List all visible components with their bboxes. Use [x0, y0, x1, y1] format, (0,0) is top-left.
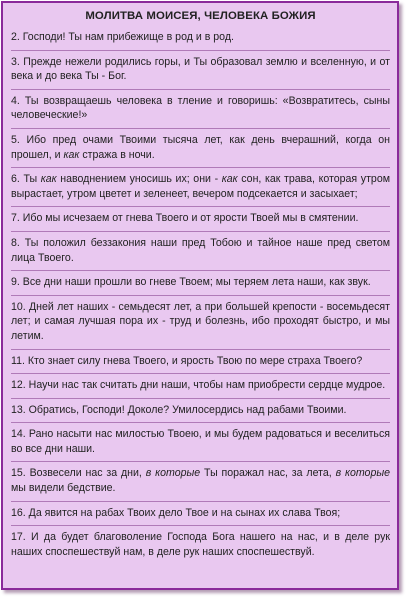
verse-text-segment: 12. Научи нас так считать дни наши, чтобы нам приобрести сердце мудрое.	[11, 379, 386, 392]
verse-6	[11, 168, 390, 207]
verse-italic-segment: как	[40, 173, 57, 186]
verse-text-segment: стража в ночи.	[79, 148, 155, 161]
verse-text-segment: сон, как трава, которая утром вырастает, утром цветет и зеленеет, вечером подсекается и засыхает;	[11, 173, 390, 200]
verse-14	[11, 423, 390, 462]
verse-5	[11, 129, 390, 168]
verse-9	[11, 271, 390, 296]
verse-17	[11, 526, 390, 564]
verse-3	[11, 51, 390, 90]
verse-text-segment: 17. И да будет благоволение Господа Бога нашего на нас, и в деле рук наших споспешествуй нам, в деле рук наших споспешествуй.	[11, 531, 390, 558]
verse-13	[11, 399, 390, 424]
verse-text-segment: наводнением уносишь их; они -	[56, 173, 222, 186]
verse-italic-segment: как	[221, 173, 238, 186]
verse-12	[11, 374, 390, 399]
verse-4	[11, 90, 390, 129]
verse-15	[11, 462, 390, 501]
verse-text-segment: 2. Господи! Ты нам прибежище в род и в род.	[11, 31, 234, 43]
verse-text-segment: 4. Ты возвращаешь человека в тление и говоришь: «Возвратитесь, сыны человеческие!»	[11, 94, 390, 122]
verse-text-segment: 16. Да явится на рабах Твоих дело Твое и на сынах их слава Твоя;	[11, 506, 341, 519]
verse-7	[11, 207, 390, 232]
verse-text-segment: 7. Ибо мы исчезаем от гнева Твоего и от ярости Твоей мы в смятении.	[11, 212, 359, 225]
verse-italic-segment: как	[63, 148, 80, 161]
verse-text-segment: мы видели бедствие.	[11, 482, 116, 495]
verse-text-segment: 6. Ты	[11, 173, 41, 186]
verse-10	[11, 296, 390, 350]
verse-text-segment: 8. Ты положил беззакония наши пред Тобою и тайное наше пред светом лица Твоего.	[11, 236, 390, 264]
verse-text-segment: 13. Обратись, Господи! Доколе? Умилосердись над рабами Твоими.	[11, 403, 347, 416]
verse-text-segment: 10. Дней лет наших - семьдесят лет, а при большей крепости - восемьдесят лет; и самая лучшая пора их - труд и болезнь, ибо проходят быстро, и мы летим.	[11, 300, 390, 342]
verse-text-segment: 3. Прежде нежели родились горы, и Ты образовал землю и вселенную, и от века и до века Ты - Бог.	[11, 55, 390, 83]
psalm-card	[1, 1, 399, 590]
verse-16	[11, 502, 390, 527]
verse-italic-segment: в которые	[145, 467, 201, 480]
verse-11	[11, 350, 390, 375]
verse-2	[11, 26, 390, 51]
verse-text-segment: 15. Возвесели нас за дни,	[11, 467, 146, 480]
page-title: МОЛИТВА МОИСЕЯ, ЧЕЛОВЕКА БОЖИЯ	[85, 10, 316, 22]
verse-8	[11, 232, 390, 271]
verse-text-segment: 14. Рано насыти нас милостью Твоею, и мы будем радоваться и веселиться во все дни наши.	[11, 428, 390, 455]
verse-text-segment: 5. Ибо пред очами Твоими тысяча лет, как день вчерашний, когда он прошел, и	[11, 133, 390, 161]
verse-text-segment: 11. Кто знает силу гнева Твоего, и ярость Твою по мере страха Твоего?	[11, 354, 363, 367]
verse-text-segment: Ты поражал нас, за лета,	[200, 467, 336, 480]
verse-list	[11, 26, 390, 564]
verse-italic-segment: в которые	[335, 467, 391, 480]
verse-text-segment: 9. Все дни наши прошли во гневе Твоем; мы теряем лета наши, как звук.	[11, 276, 371, 289]
